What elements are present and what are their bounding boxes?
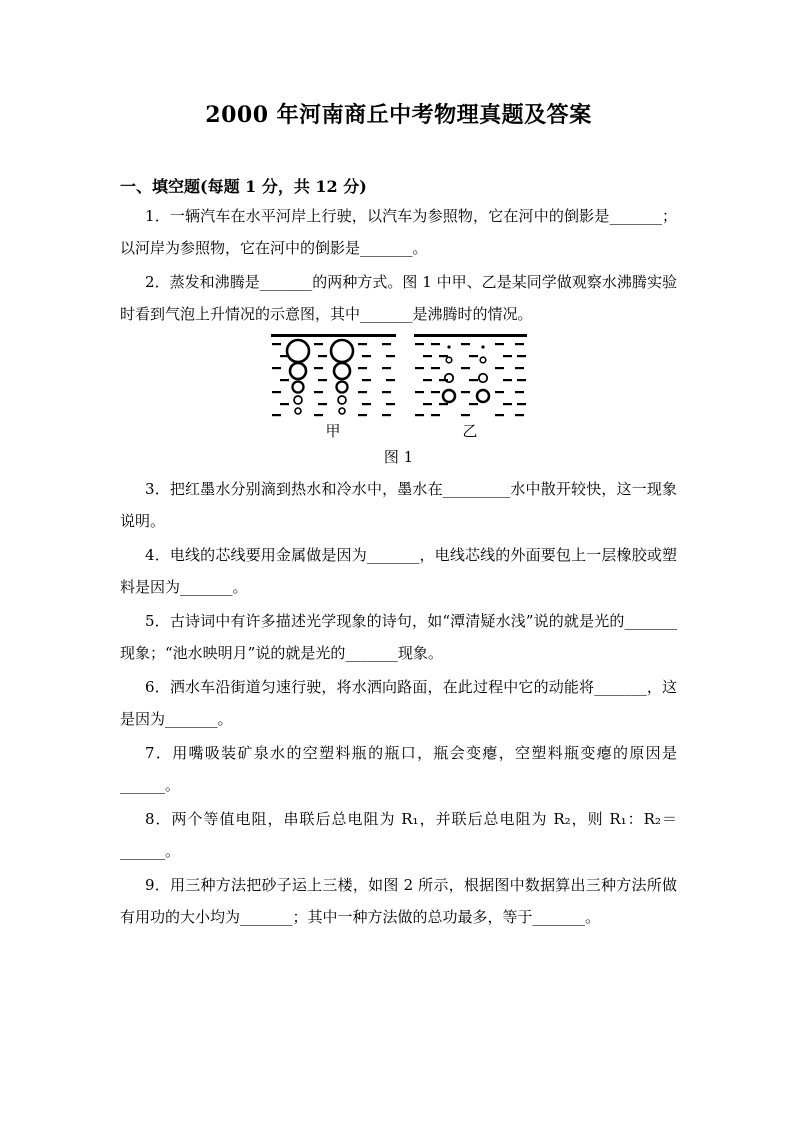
question-2: 2．蒸发和沸腾是_______的两种方式。图 1 中甲、乙是某同学做观察水沸腾实验时看到气泡上升情况的示意图，其中_______是沸腾时的情况。: [120, 273, 677, 323]
figure-panel-yi: [413, 334, 528, 441]
question-5: 5．古诗词中有许多描述光学现象的诗句，如“潭清疑水浅”说的就是光的_______现象；“池水映明月”说的就是光的_______现象。: [120, 612, 677, 662]
question-1: 1．一辆汽车在水平河岸上行驶，以汽车为参照物，它在河中的倒影是_______；以河岸为参照物，它在河中的倒影是_______。: [120, 207, 677, 257]
page-title: 2000 年河南商丘中考物理真题及答案: [205, 102, 592, 128]
figure-panel-yi-label: 乙: [462, 422, 478, 440]
question-7: 7．用嘴吸装矿泉水的空塑料瓶的瓶口，瓶会变瘪，空塑料瓶变瘪的原因是______。: [120, 744, 677, 794]
question-6: 6．洒水车沿街道匀速行驶，将水洒向路面，在此过程中它的动能将_______，这是因为_______。: [120, 678, 677, 728]
question-4: 4．电线的芯线要用金属做是因为_______，电线芯线的外面要包上一层橡胶或塑料是因为_______。: [120, 546, 677, 596]
question-8: 8．两个等值电阻，串联后总电阻为 R₁，并联后总电阻为 R₂，则 R₁：R₂＝______。: [120, 810, 677, 860]
figure-panel-jia: [270, 334, 397, 441]
question-3: 3．把红墨水分别滴到热水和冷水中，墨水在_________水中散开较快，这一现象说明。: [120, 480, 677, 530]
boiling-bubbles-diagram-yi: [413, 334, 528, 420]
document-content: [120, 100, 677, 933]
section-heading: 一、填空题(每题 1 分，共 12 分): [120, 177, 367, 196]
question-9: 9．用三种方法把砂子运上三楼，如图 2 所示，根据图中数据算出三种方法所做有用功的大小均为_______；其中一种方法做的总功最多，等于_______。: [120, 876, 677, 926]
figure-1: [120, 334, 677, 467]
figure-1-panels: [120, 334, 677, 441]
figure-panel-jia-label: 甲: [325, 422, 341, 440]
figure-1-caption: 图 1: [383, 448, 414, 466]
boiling-bubbles-diagram-jia: [270, 334, 397, 420]
